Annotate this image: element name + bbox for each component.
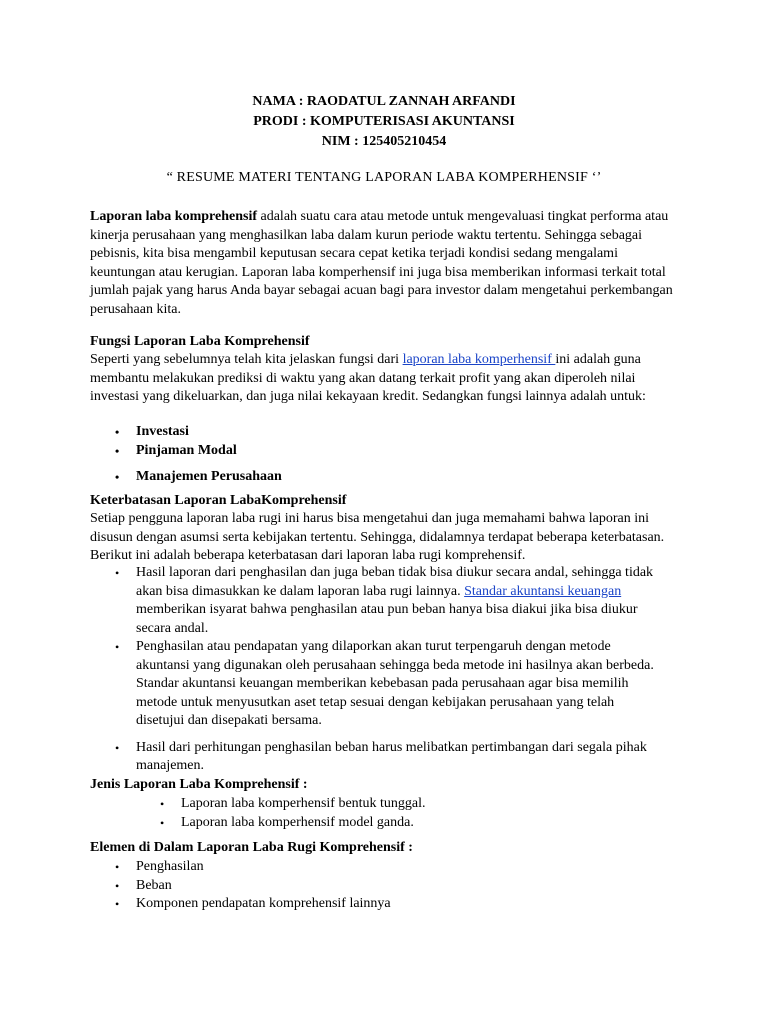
list-item: • Penghasilan [136, 858, 656, 877]
bullet-icon: • [115, 566, 120, 580]
list-item: • Hasil laporan dari penghasilan dan juga beban tidak bisa diukur secara andal, sehingga tidak akan bisa dimasukkan ke dalam laporan laba rugi lainnya. Standar akuntansi keuangan memberikan isyarat bahwa penghasilan atau pun beban hanya bisa diakui jika bisa diukur secara andal. [115, 565, 654, 636]
bullet-icon: • [115, 740, 120, 755]
keterbatasan-list [115, 564, 656, 776]
bullet-icon: • [160, 797, 165, 811]
student-id: NIM : 125405210454 [321, 134, 447, 149]
bullet-icon: • [115, 878, 120, 893]
standar-akuntansi-link[interactable]: Standar akuntansi keuangan [464, 583, 622, 599]
bullet-icon: • [115, 425, 120, 439]
list-item: • Manajemen Perusahaan [136, 468, 676, 487]
jenis-heading: Jenis Laporan Laba Komprehensif : [90, 777, 308, 792]
bullet-icon: • [115, 443, 120, 458]
list-item: • Laporan laba komperhensif model ganda. [181, 814, 661, 833]
list-item: • Beban [136, 877, 656, 896]
list-item: • Penghasilan atau pendapatan yang dilaporkan akan turut terpengaruh dengan metode akuntansi yang digunakan oleh perusahaan sehingga beda metode ini hasilnya akan berbeda. Standar akuntansi keuangan memberikan kebebasan pada perusahaan agar bisa memilih metode untuk menyusutkan aset tetap sesuai dengan kebijakan perusahaan yang telah disetujui dan disepakati bersama. [115, 639, 654, 728]
student-name: NAMA : RAODATUL ZANNAH ARFANDI [252, 94, 516, 109]
list-item: • Laporan laba komperhensif bentuk tunggal. [181, 795, 661, 814]
intro-text: adalah suatu cara atau metode untuk mengevaluasi tingkat performa atau kinerja perusahaan yang menghasilkan laba dalam kurun periode waktu tertentu. Sehingga sebagai pebisnis, kita bisa mengambil keputusan secara cepat ketika terjadi kondisi sedang mengalami keuntungan atau kerugian. Laporan laba komperhensif ini juga bisa memberikan informasi terkait total jumlah pajak yang harus Anda bayar sebagai acuan bagi para investor dalam mengetahui perkembangan perusahaan kita. [90, 209, 673, 317]
keterbatasan-heading: Keterbatasan Laporan LabaKomprehensif [90, 493, 347, 508]
intro-paragraph [90, 208, 680, 319]
laporan-laba-link[interactable]: laporan laba komperhensif [402, 352, 556, 367]
fungsi-text-after: ini adalah guna membantu melakukan prediksi di waktu yang akan datang terkait profit yang akan diperoleh nilai investasi yang dikeluarkan, dan juga nilai kekayaan kredit. Sedangkan fungsi lainnya adalah untuk: [90, 352, 646, 404]
fungsi-heading: Fungsi Laporan Laba Komprehensif [90, 334, 310, 349]
bullet-icon: • [160, 815, 165, 830]
keterbatasan-paragraph: Setiap pengguna laporan laba rugi ini harus bisa mengetahui dan juga memahami bahwa laporan ini disusun dengan asumsi serta kebijakan tertentu. Sehingga, didalamnya terdapat beberapa keterbatasan. Berikut ini adalah beberapa keterbatasan dari laporan laba rugi komprehensif. [90, 511, 665, 563]
document-title: “ RESUME MATERI TENTANG LAPORAN LABA KOMPERHENSIF ‘’ [166, 170, 602, 185]
study-program: PRODI : KOMPUTERISASI AKUNTANSI [253, 114, 515, 129]
bullet-icon: • [115, 860, 120, 874]
jenis-list [160, 795, 661, 832]
fungsi-list [115, 423, 676, 487]
list-item: • Hasil dari perhitungan penghasilan beban harus melibatkan pertimbangan dari segala pihak manajemen. [115, 739, 647, 773]
bullet-icon: • [115, 470, 120, 484]
list-item: • Pinjaman Modal [136, 442, 676, 461]
fungsi-paragraph [90, 351, 680, 407]
elemen-heading: Elemen di Dalam Laporan Laba Rugi Komprehensif : [90, 840, 413, 855]
list-item: • Investasi [136, 423, 676, 442]
bullet-icon: • [115, 640, 120, 654]
fungsi-text-before: Seperti yang sebelumnya telah kita jelaskan fungsi dari [90, 352, 403, 367]
elemen-list [115, 858, 656, 914]
bullet-icon: • [115, 897, 120, 911]
intro-bold-term: Laporan laba komprehensif [90, 209, 257, 224]
list-item: • Komponen pendapatan komprehensif lainnya [136, 895, 656, 914]
